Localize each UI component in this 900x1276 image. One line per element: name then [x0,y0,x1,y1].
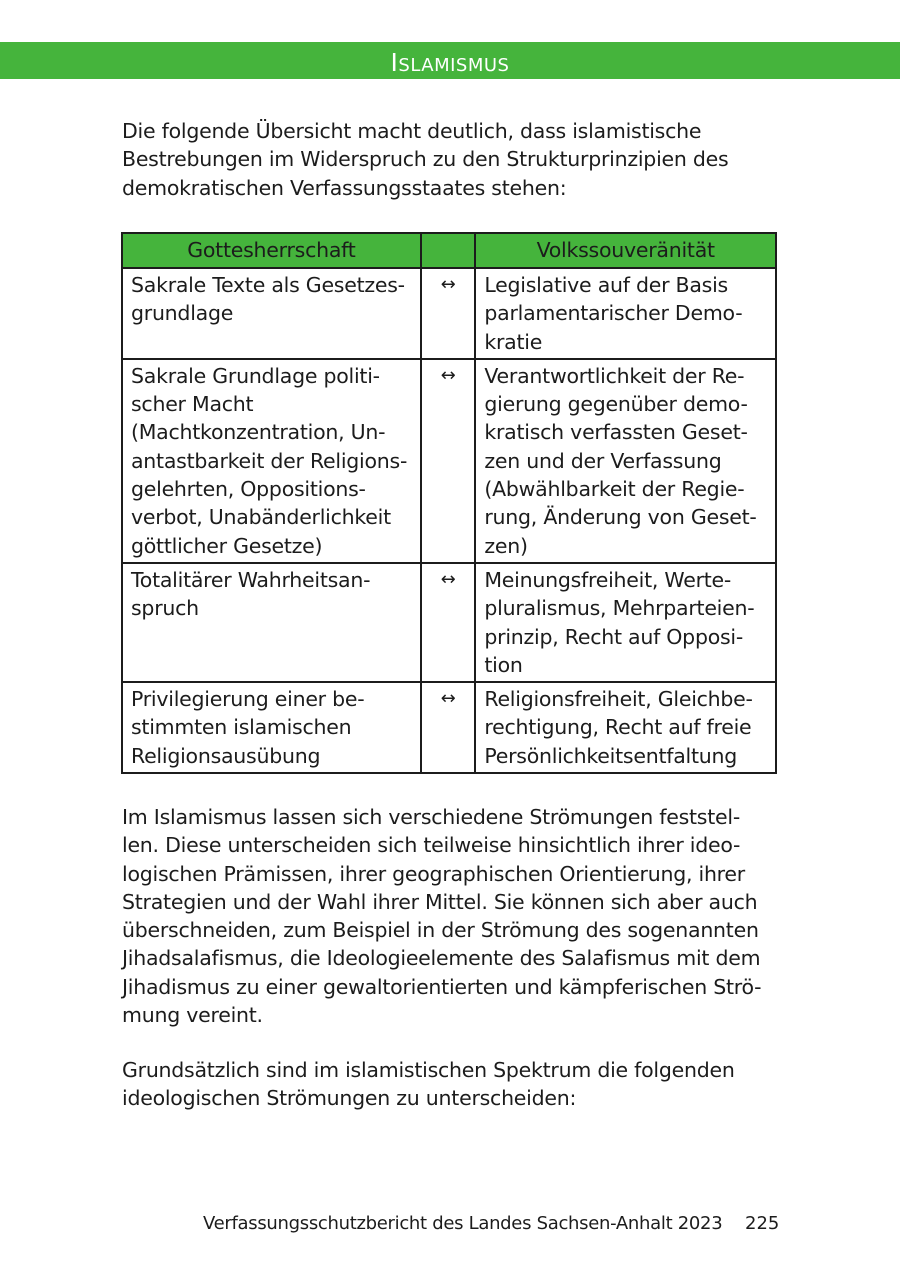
table-header-row [122,233,776,268]
text-line: Totalitärer Wahrheitsan- [131,567,371,592]
text-line: Sakrale Grundlage politi- [131,363,380,388]
table-row [122,563,776,682]
text-line: Privilegierung einer be- [131,687,365,712]
text-line: Religionsausübung [131,743,321,768]
text-line: (Abwählbarkeit der Regie- [484,477,745,502]
intro-paragraph [122,117,762,202]
text-line: logischen Prämissen, ihrer geographischen Orientierung, ihrer [122,861,745,886]
page-number: 225 [745,1213,780,1234]
text-line: gierung gegenüber demo- [484,392,748,417]
header-middle [421,233,476,268]
cell-volkssouveraenitaet [475,359,776,563]
section-banner [0,42,900,79]
cell-gottesherrschaft [122,682,421,773]
text-line: verbot, Unabänderlichkeit [131,505,391,530]
text-line: zen) [484,533,528,558]
double-arrow-icon: ↔ [421,359,476,563]
text-line: Die folgende Übersicht macht deutlich, dass islamistische [122,119,702,143]
header-gottesherrschaft: Gottesherrschaft [122,233,421,268]
section-title: Islamismus [390,48,510,77]
closing-paragraph [122,1056,762,1113]
cell-gottesherrschaft [122,359,421,563]
text-line: (Machtkonzentration, Un- [131,420,386,445]
table-row [122,359,776,563]
text-line: Religionsfreiheit, Gleichbe- [484,687,753,712]
text-line: Meinungsfreiheit, Werte- [484,567,732,592]
text-line: kratie [484,329,543,354]
text-line: prinzip, Recht auf Opposi- [484,624,744,649]
comparison-table [121,232,777,774]
cell-volkssouveraenitaet [475,682,776,773]
text-line: rechtigung, Recht auf freie [484,715,752,740]
page-footer [0,1213,900,1241]
text-line: Bestrebungen im Widerspruch zu den Strukturprinzipien des [122,147,729,172]
footer-title: Verfassungsschutzbericht des Landes Sachsen-Anhalt 2023 [203,1213,723,1234]
double-arrow-icon: ↔ [421,268,476,359]
streams-paragraph [122,803,762,1029]
cell-gottesherrschaft [122,563,421,682]
text-line: ideologischen Strömungen zu unterscheiden: [122,1086,577,1111]
text-line: mung vereint. [122,1003,263,1028]
text-line: Im Islamismus lassen sich verschiedene Strömungen feststel- [122,805,740,829]
text-line: Sakrale Texte als Gesetzes- [131,273,405,297]
double-arrow-icon: ↔ [421,563,476,682]
text-line: zen und der Verfassung [484,448,722,473]
text-line: kratisch verfassten Geset- [484,420,748,445]
text-line: grundlage [131,301,234,326]
text-line: Verantwortlichkeit der Re- [484,363,745,388]
text-line: demokratischen Verfassungsstaates stehen: [122,175,567,200]
text-line: antastbarkeit der Religions- [131,448,408,473]
text-line: tion [484,652,523,677]
text-line: Jihadismus zu einer gewaltorientierten und kämpferischen Strö- [122,974,762,999]
text-line: Persönlichkeitsentfaltung [484,743,737,768]
text-line: Grundsätzlich sind im islamistischen Spektrum die folgenden [122,1058,735,1082]
text-line: stimmten islamischen [131,715,352,740]
cell-gottesherrschaft [122,268,421,359]
table-row [122,268,776,359]
cell-volkssouveraenitaet [475,563,776,682]
text-line: parlamentarischer Demo- [484,301,743,326]
cell-volkssouveraenitaet [475,268,776,359]
text-line: pluralismus, Mehrparteien- [484,596,755,621]
table-row [122,682,776,773]
text-line: göttlicher Gesetze) [131,533,323,558]
text-line: Jihadsalafismus, die Ideologieelemente des Salafismus mit dem [122,946,761,971]
text-line: gelehrten, Oppositions- [131,477,366,502]
header-volkssouveraenitaet: Volkssouveränität [475,233,776,268]
text-line: Legislative auf der Basis [484,273,728,297]
text-line: len. Diese unterscheiden sich teilweise hinsichtlich ihrer ideo- [122,833,741,858]
table-body [122,268,776,773]
text-line: Strategien und der Wahl ihrer Mittel. Sie können sich aber auch [122,889,758,914]
double-arrow-icon: ↔ [421,682,476,773]
text-line: überschneiden, zum Beispiel in der Strömung des sogenannten [122,918,759,943]
text-line: rung, Änderung von Geset- [484,505,757,530]
text-line: spruch [131,596,199,621]
text-line: scher Macht [131,392,254,417]
